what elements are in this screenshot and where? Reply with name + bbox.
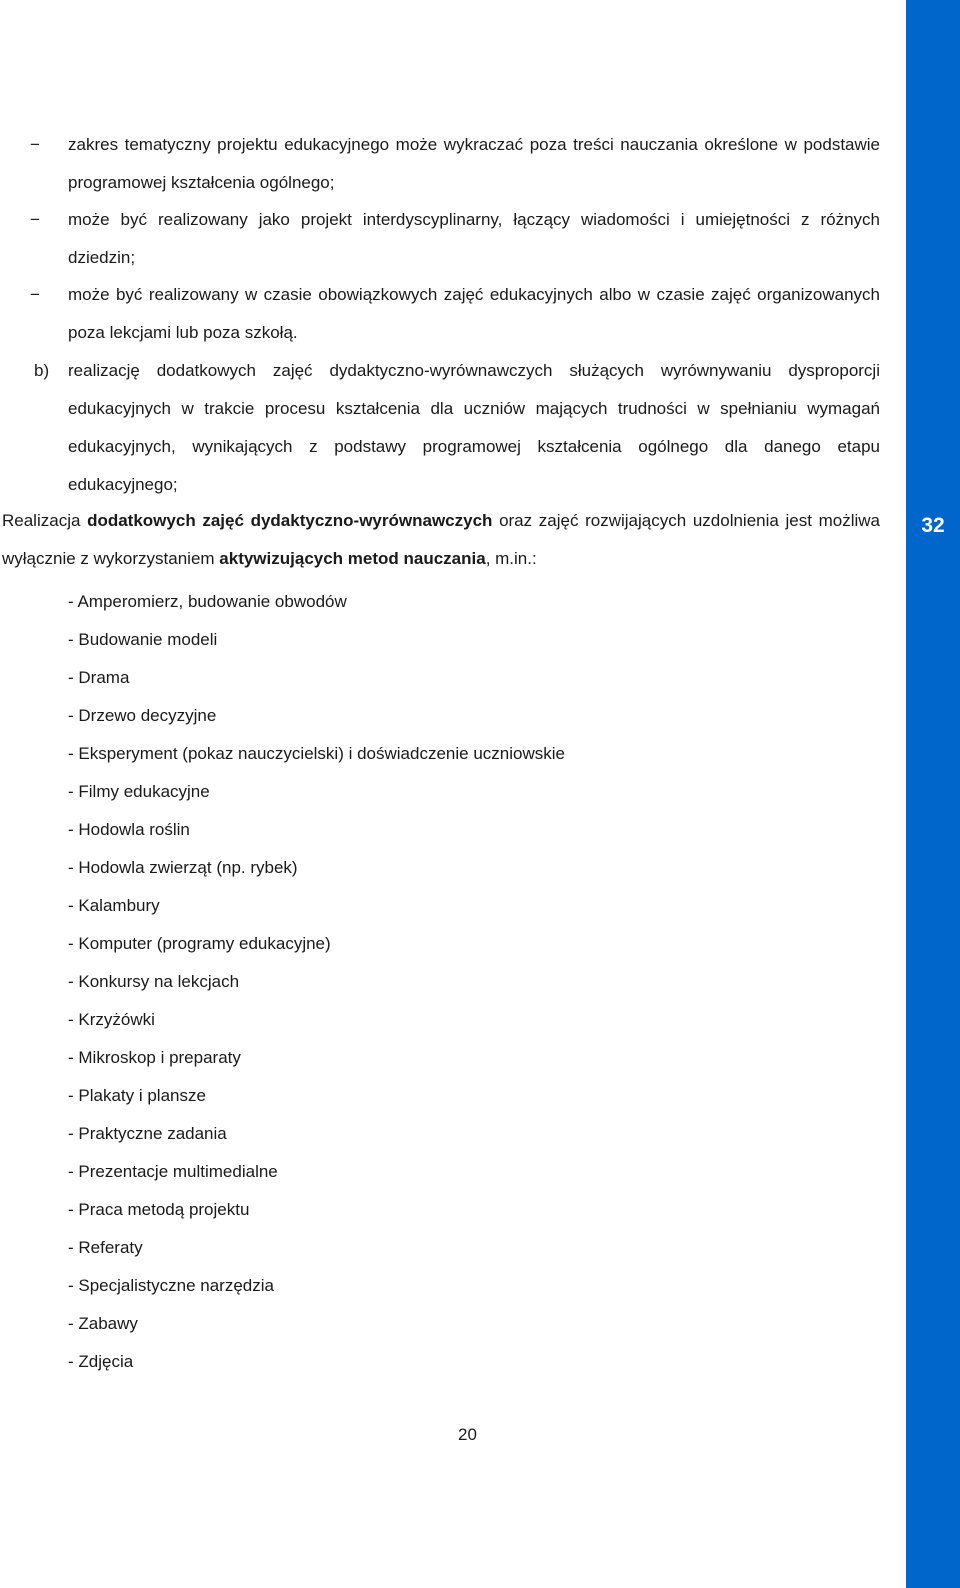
side-page-number: 32 bbox=[921, 514, 945, 537]
method-item: - Zabawy bbox=[68, 1314, 138, 1333]
side-tab bbox=[906, 0, 960, 1588]
method-item: - Drzewo decyzyjne bbox=[68, 706, 217, 725]
intro-text: oraz zajęć rozwijających uzdolnienia jest możliwa wyłącznie z wykorzystaniem bbox=[2, 511, 880, 568]
method-item: - Praca metodą projektu bbox=[68, 1200, 250, 1219]
intro-text: Realizacja bbox=[2, 511, 88, 530]
method-item: - Drama bbox=[68, 668, 130, 687]
method-item: - Zdjęcia bbox=[68, 1352, 134, 1371]
method-item: - Plakaty i plansze bbox=[68, 1086, 206, 1105]
intro-paragraph bbox=[2, 502, 880, 578]
bullet-item: może być realizowany w czasie obowiązkowych zajęć edukacyjnych albo w czasie zajęć organizowanych poza lekcjami lub poza szkołą. bbox=[68, 285, 880, 342]
bullet-item: zakres tematyczny projektu edukacyjnego może wykraczać poza treści nauczania określone w podstawie programowej kształcenia ogólnego; bbox=[68, 135, 880, 192]
method-item: - Krzyżówki bbox=[68, 1010, 155, 1029]
list-marker-b: b) bbox=[34, 361, 50, 380]
list-item-b: realizację dodatkowych zajęć dydaktyczno-wyrównawczych służących wyrównywaniu dysproporcji edukacyjnych w trakcie procesu kształcenia dla uczniów mających trudności w spełnianiu wymagań edukacyjnych, wynikających z podstawy programowej kształcenia ogólnego dla danego etapu edukacyjnego; bbox=[68, 361, 880, 494]
method-item: - Referaty bbox=[68, 1238, 143, 1257]
method-item: - Hodowla zwierząt (np. rybek) bbox=[68, 858, 298, 877]
method-item: - Praktyczne zadania bbox=[68, 1124, 227, 1143]
page-number: 20 bbox=[458, 1425, 477, 1444]
method-item: - Mikroskop i preparaty bbox=[68, 1048, 241, 1067]
method-item: - Hodowla roślin bbox=[68, 820, 190, 839]
method-item: - Konkursy na lekcjach bbox=[68, 972, 240, 991]
method-item: - Kalambury bbox=[68, 896, 160, 915]
method-item: - Prezentacje multimedialne bbox=[68, 1162, 278, 1181]
method-item: - Budowanie modeli bbox=[68, 630, 218, 649]
bullet-marker: − bbox=[30, 210, 40, 229]
method-item: - Eksperyment (pokaz nauczycielski) i doświadczenie uczniowskie bbox=[68, 744, 565, 763]
intro-bold-term: aktywizujących metod nauczania bbox=[219, 549, 486, 568]
intro-bold-term: dodatkowych zajęć dydaktyczno-wyrównawczych bbox=[87, 511, 493, 530]
intro-text: , m.in.: bbox=[485, 549, 537, 568]
method-item: - Amperomierz, budowanie obwodów bbox=[68, 592, 347, 611]
method-item: - Specjalistyczne narzędzia bbox=[68, 1276, 274, 1295]
bullet-marker: − bbox=[30, 135, 40, 154]
bullet-item: może być realizowany jako projekt interdyscyplinarny, łączący wiadomości i umiejętności z różnych dziedzin; bbox=[68, 210, 880, 267]
method-item: - Komputer (programy edukacyjne) bbox=[68, 934, 331, 953]
method-item: - Filmy edukacyjne bbox=[68, 782, 210, 801]
bullet-marker: − bbox=[30, 285, 40, 304]
